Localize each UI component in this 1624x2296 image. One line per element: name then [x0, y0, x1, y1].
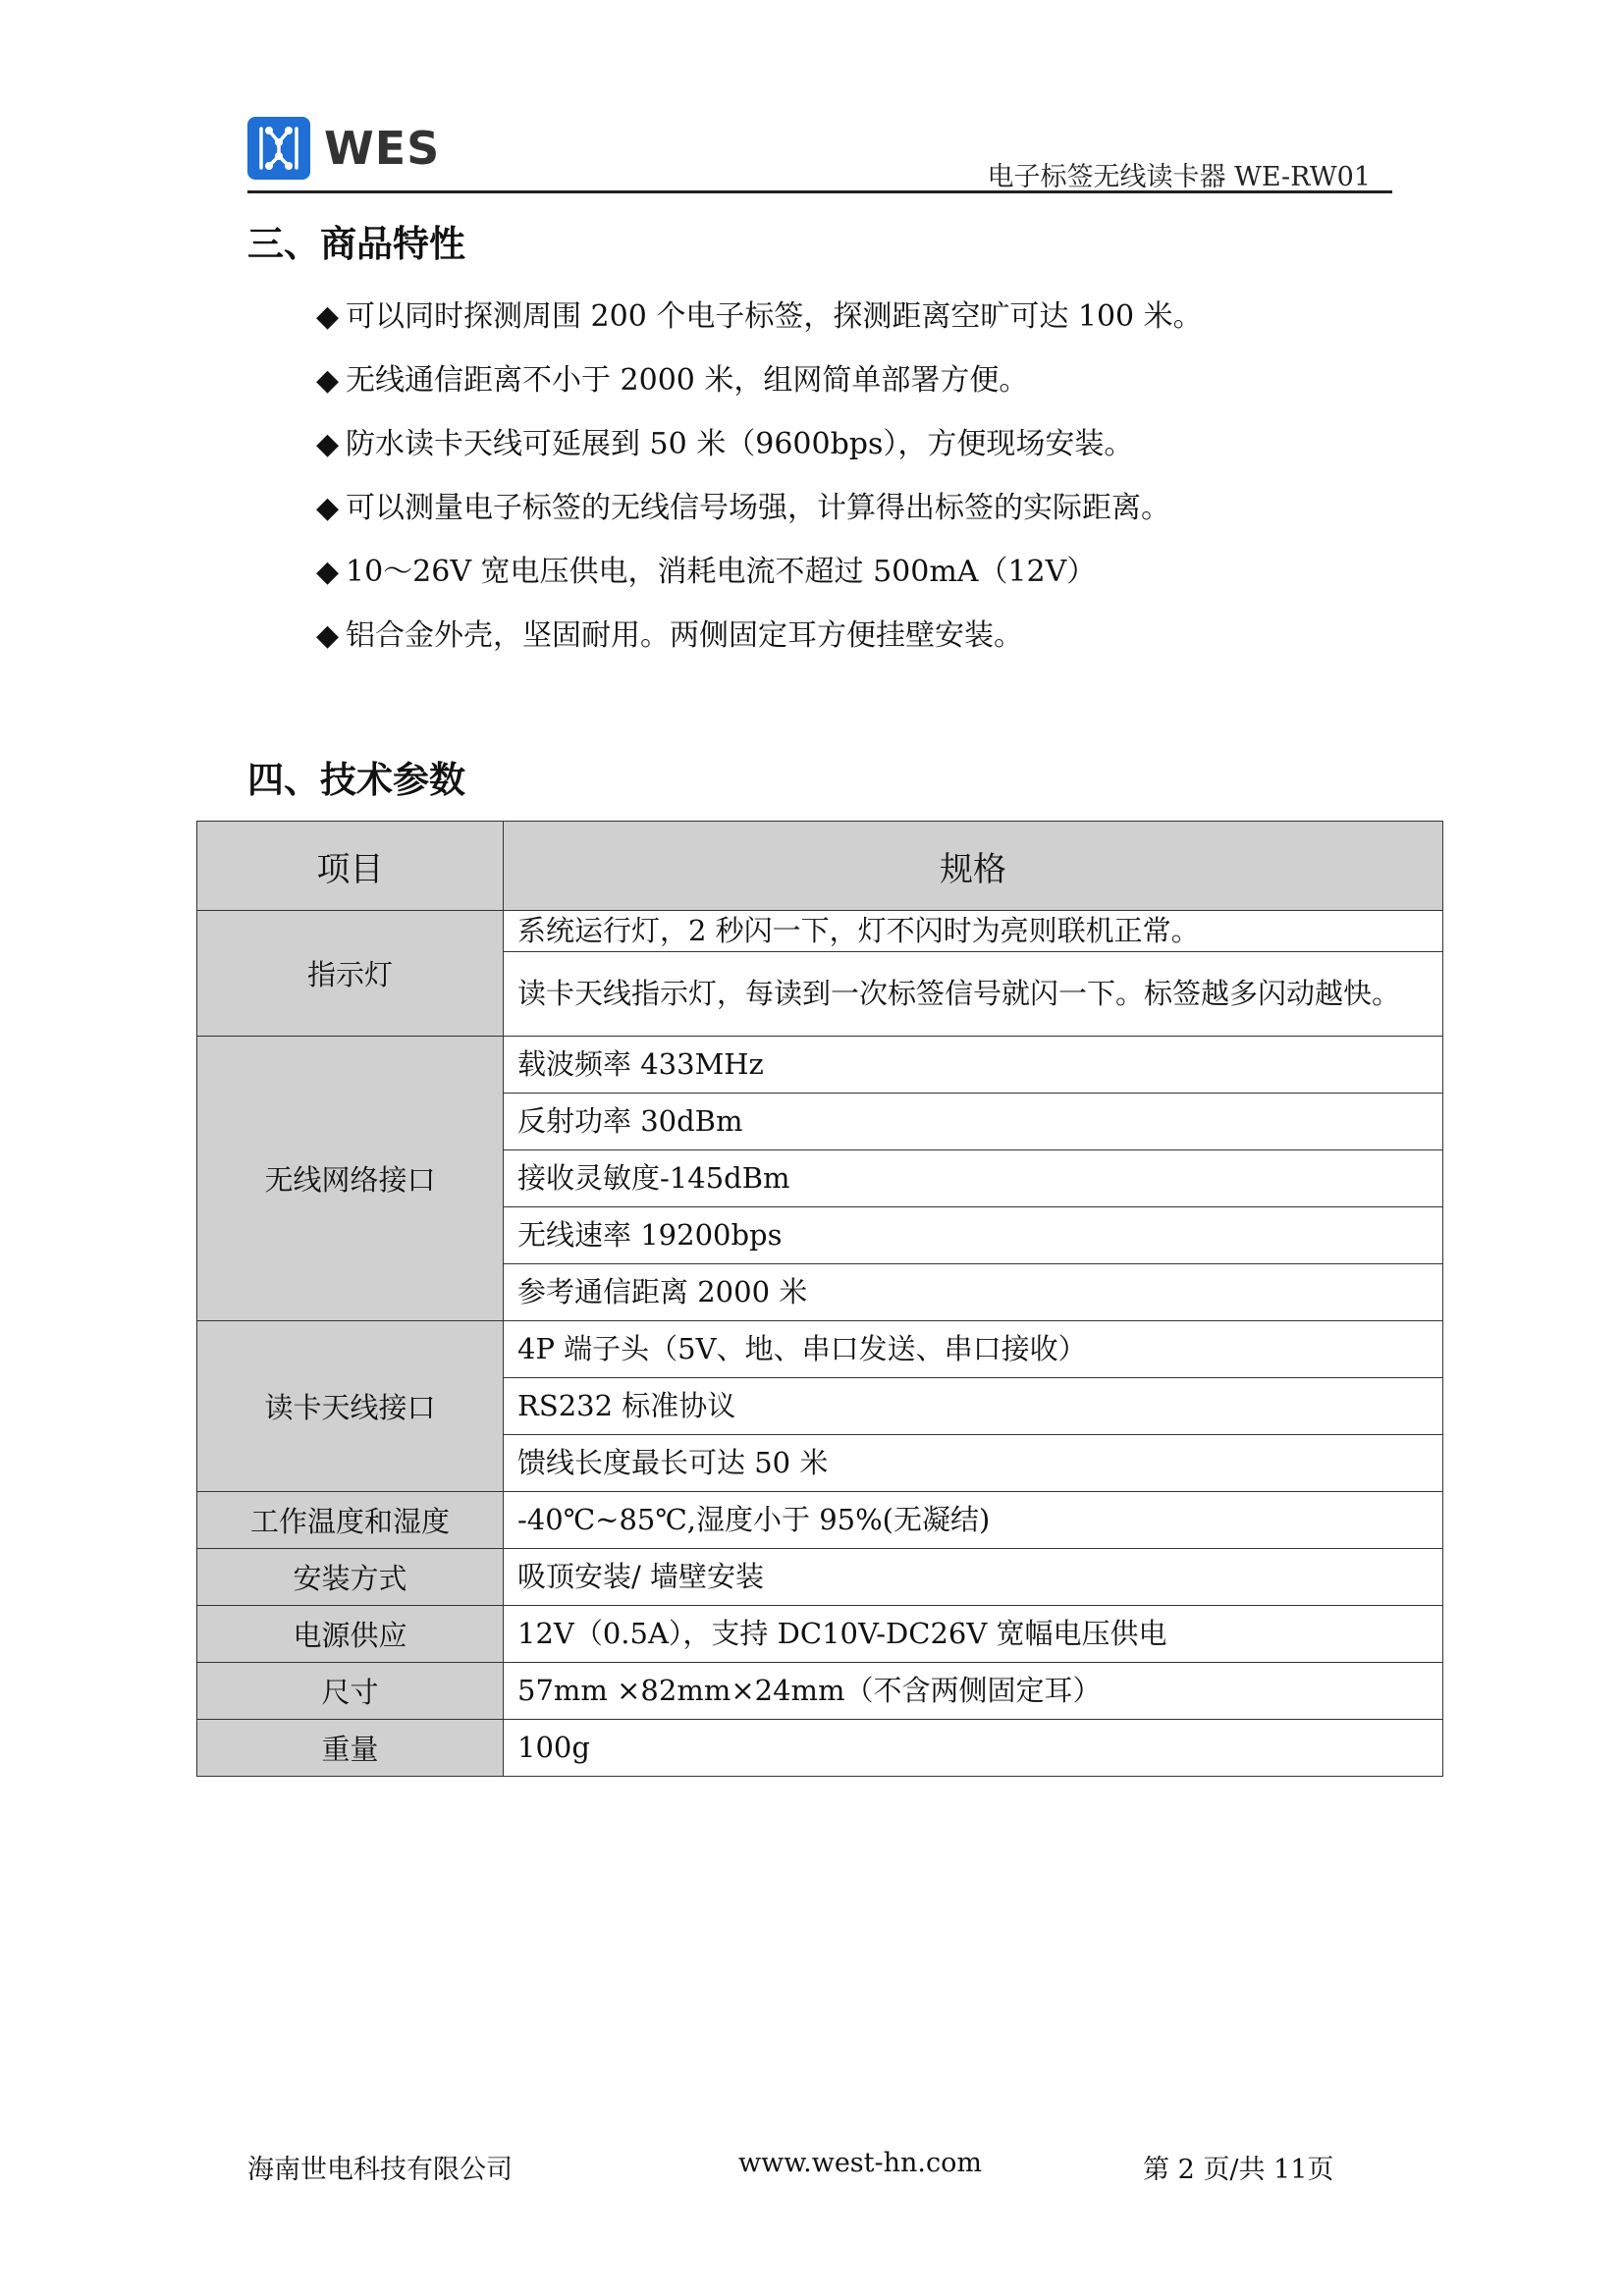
diamond-bullet-icon: ◆	[316, 427, 340, 461]
table-row	[197, 1492, 1443, 1549]
spec-value: 参考通信距离 2000 米	[504, 1264, 1443, 1321]
spec-value: 载波频率 433MHz	[504, 1037, 1443, 1094]
document-title: 电子标签无线读卡器 WE-RW01	[987, 162, 1371, 192]
spec-value: 吸顶安装/ 墙壁安装	[504, 1549, 1443, 1606]
specs-heading: 四、技术参数	[247, 759, 465, 801]
diamond-bullet-icon: ◆	[316, 299, 340, 334]
feature-item: ◆ 无线通信距离不小于 2000 米，组网简单部署方便。	[316, 354, 1203, 418]
spec-value: 4P 端子头（5V、地、串口发送、串口接收）	[504, 1321, 1443, 1378]
feature-list	[316, 291, 1203, 673]
table-row	[197, 911, 1443, 952]
spec-value: 无线速率 19200bps	[504, 1207, 1443, 1264]
row-label: 无线网络接口	[197, 1037, 504, 1321]
footer-website: www.west-hn.com	[738, 2148, 982, 2178]
feature-item: ◆ 可以测量电子标签的无线信号场强，计算得出标签的实际距离。	[316, 482, 1203, 546]
feature-item: ◆ 10～26V 宽电压供电，消耗电流不超过 500mA（12V）	[316, 546, 1203, 610]
spec-value: 100g	[504, 1720, 1443, 1777]
row-label: 工作温度和湿度	[197, 1492, 504, 1549]
footer-company: 海南世电科技有限公司	[247, 2155, 513, 2185]
column-header-item: 项目	[197, 822, 504, 911]
table-header-row	[197, 822, 1443, 911]
row-label: 电源供应	[197, 1606, 504, 1663]
row-label: 指示灯	[197, 911, 504, 1037]
feature-item: ◆ 可以同时探测周围 200 个电子标签，探测距离空旷可达 100 米。	[316, 291, 1203, 354]
spec-value: 读卡天线指示灯，每读到一次标签信号就闪一下。标签越多闪动越快。	[504, 952, 1443, 1037]
diamond-bullet-icon: ◆	[316, 555, 340, 589]
spec-value: 57mm ×82mm×24mm（不含两侧固定耳）	[504, 1663, 1443, 1720]
footer-page-number: 第 2 页/共 11页	[1143, 2155, 1334, 2185]
table-row	[197, 1321, 1443, 1378]
diamond-bullet-icon: ◆	[316, 491, 340, 525]
header-divider	[247, 190, 1392, 193]
diamond-bullet-icon: ◆	[316, 363, 340, 398]
table-row	[197, 1037, 1443, 1094]
specs-table	[196, 821, 1443, 1777]
features-heading: 三、商品特性	[247, 223, 465, 265]
row-label: 重量	[197, 1720, 504, 1777]
table-row	[197, 1606, 1443, 1663]
logo-text: WES	[324, 122, 441, 175]
row-label: 尺寸	[197, 1663, 504, 1720]
table-row	[197, 1720, 1443, 1777]
page-header	[247, 116, 1392, 196]
column-header-spec: 规格	[504, 822, 1443, 911]
spec-value: 系统运行灯，2 秒闪一下，灯不闪时为亮则联机正常。	[504, 911, 1443, 952]
row-label: 读卡天线接口	[197, 1321, 504, 1492]
diamond-bullet-icon: ◆	[316, 618, 340, 653]
wes-logo-icon	[247, 117, 310, 180]
table-row	[197, 1549, 1443, 1606]
spec-value: RS232 标准协议	[504, 1378, 1443, 1435]
spec-value: -40℃~85℃,湿度小于 95%(无凝结)	[504, 1492, 1443, 1549]
spec-value: 接收灵敏度-145dBm	[504, 1150, 1443, 1207]
company-logo	[247, 116, 440, 181]
row-label: 安装方式	[197, 1549, 504, 1606]
feature-item: ◆ 铝合金外壳，坚固耐用。两侧固定耳方便挂壁安装。	[316, 610, 1203, 673]
spec-value: 馈线长度最长可达 50 米	[504, 1435, 1443, 1492]
feature-item: ◆ 防水读卡天线可延展到 50 米（9600bps），方便现场安装。	[316, 418, 1203, 482]
spec-value: 反射功率 30dBm	[504, 1094, 1443, 1150]
spec-value: 12V（0.5A），支持 DC10V-DC26V 宽幅电压供电	[504, 1606, 1443, 1663]
table-row	[197, 1663, 1443, 1720]
